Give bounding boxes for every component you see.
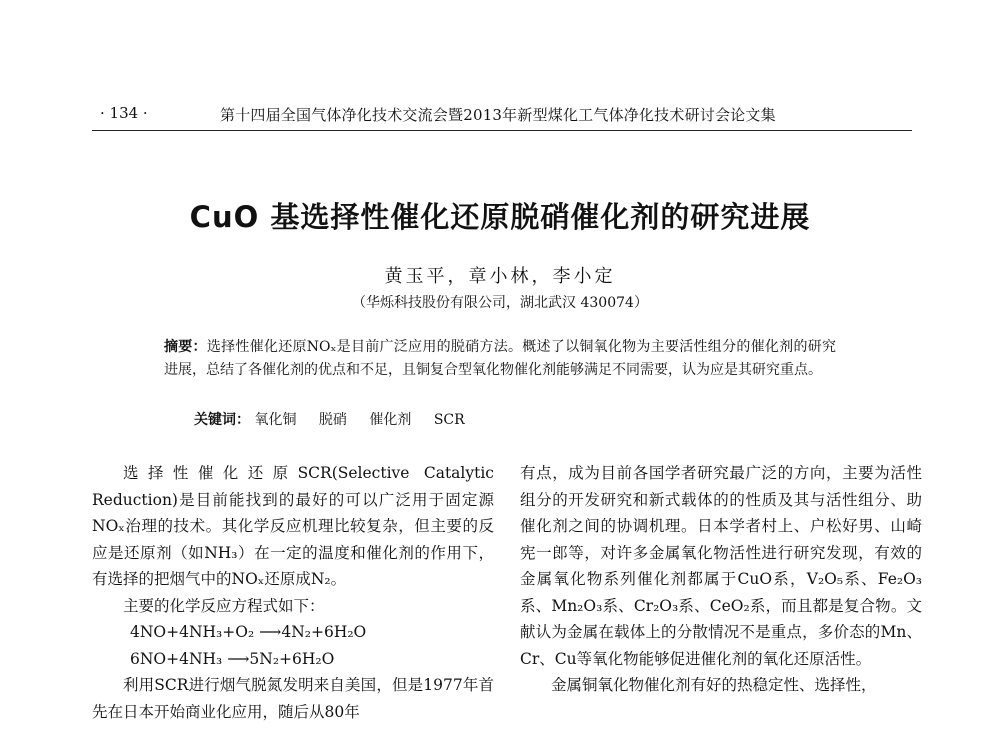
paper-title: CuO 基选择性催化还原脱硝催化剂的研究进展 (189, 200, 811, 234)
body-paragraph: 金属铜氧化物催化剂有好的热稳定性、选择性， (551, 676, 877, 694)
right-column (520, 460, 922, 699)
equation: 6NO+4NH₃ ⟶5N₂+6H₂O (130, 649, 335, 668)
body-paragraph: 有点，成为目前各国学者研究最广泛的方向，主要为活性组分的开发研究和新式载体的的性质及其与活性组分、助催化剂之间的协调机理。日本学者村上、户松好男、山崎宪一郎等，对许多金属氧化物活性进行研究发现，有效的金属氧化物系列催化剂都属于CuO系，V₂O₅系、Fe₂O₃系、Mn₂O₃系、Cr₂O₃系、CeO₂系，而且都是复合物。文献认为金属在载体上的分散情况不是重点，多价态的Mn、Cr、Cu等氧化物能够促进催化剂的氧化还原活性。 (520, 464, 922, 668)
page-number: · 134 · (100, 104, 148, 122)
body-paragraph: 选择性催化还原SCR(Selective Catalytic Reduction)是目前能找到的最好的可以广泛用于固定源NOₓ治理的技术。其化学反应机理比较复杂，但主要的反应是还原剂（如NH₃）在一定的温度和催化剂的作用下，有选择的把烟气中的NOₓ还原成N₂。 (92, 464, 494, 588)
keywords (194, 409, 483, 429)
affiliation: （华烁科技股份有限公司，湖北武汉 430074） (352, 295, 648, 311)
body-paragraph: 主要的化学反应方程式如下： (123, 596, 325, 615)
running-header (92, 104, 912, 130)
left-column (92, 460, 494, 725)
keyword: 催化剂 (369, 412, 412, 428)
header-rule (92, 130, 912, 131)
authors: 黄玉平，章小林，李小定 (384, 266, 616, 287)
keyword: 脱硝 (318, 412, 347, 428)
running-head-title: 第十四届全国气体净化技术交流会暨2013年新型煤化工气体净化技术研讨会论文集 (220, 106, 776, 124)
equation: 4NO+4NH₃+O₂ ⟶4N₂+6H₂O (130, 623, 367, 641)
keyword: SCR (433, 412, 465, 428)
abstract (164, 336, 836, 382)
abstract-text: 选择性催化还原NOₓ是目前广泛应用的脱硝方法。概述了以铜氧化物为主要活性组分的催化剂的研究进展，总结了各催化剂的优点和不足，且铜复合型氧化物催化剂能够满足不同需要，认为应是其研究重点。 (164, 339, 836, 378)
abstract-label: 摘要： (164, 339, 207, 355)
keyword: 氧化铜 (254, 412, 297, 428)
body-paragraph: 利用SCR进行烟气脱氮发明来自美国，但是1977年首先在日本开始商业化应用，随后从80年 (92, 676, 494, 721)
keywords-label: 关键词： (194, 412, 250, 428)
